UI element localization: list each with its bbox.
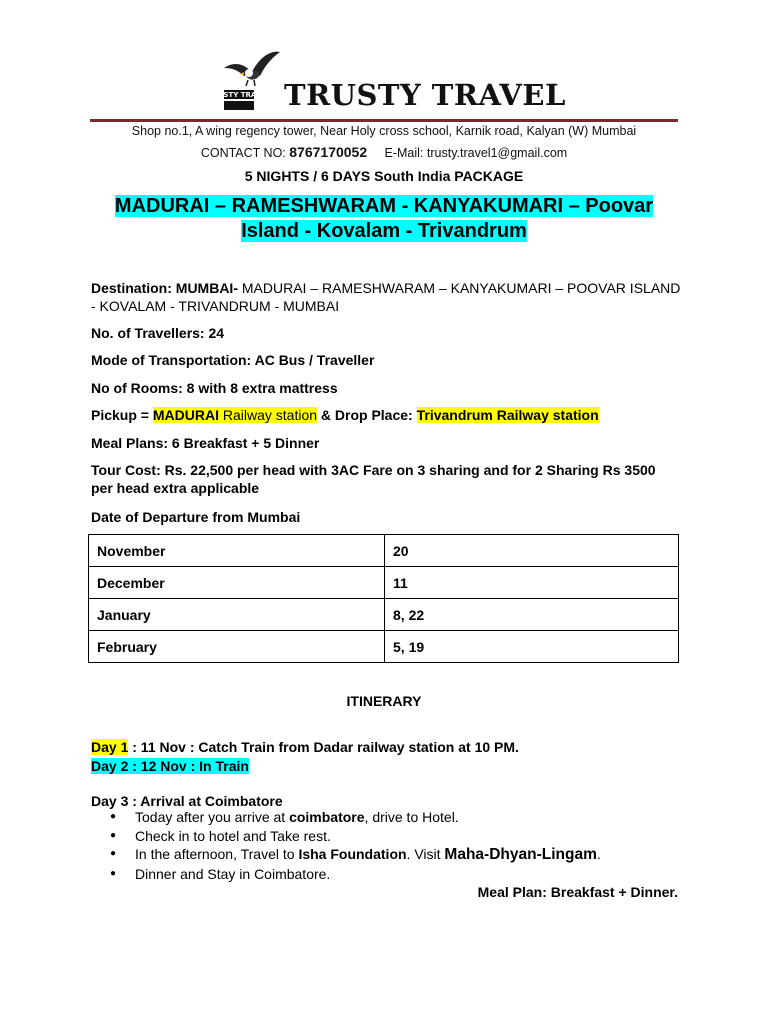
day3-activities [110, 808, 601, 883]
contact-label: CONTACT NO: [200, 146, 286, 160]
tour-title [0, 194, 768, 244]
table-row [89, 567, 679, 599]
day2-line [91, 757, 681, 775]
b3-post: . [596, 846, 601, 862]
b3-bold: Isha Foundation [298, 846, 407, 862]
dates-cell: 11 [385, 567, 679, 599]
b1-post: , drive to Hotel. [364, 809, 459, 825]
destination-start: MUMBAI- [175, 280, 238, 296]
dates-cell: 5, 19 [385, 631, 679, 663]
day1-label: Day 1 [91, 739, 129, 755]
tour-title-line1: MADURAI – RAMESHWARAM - KANYAKUMARI – Poovar [114, 195, 654, 217]
b3-mid: . Visit [406, 846, 445, 862]
pickup-drop-line [91, 406, 681, 424]
contact-number: 8767170052 [289, 144, 368, 160]
b3-text: In the afternoon, Travel to [135, 846, 299, 862]
month-cell: January [89, 599, 385, 631]
transport-line: Mode of Transportation: AC Bus / Traveller [91, 352, 375, 368]
month-cell: November [89, 535, 385, 567]
destination-line [91, 279, 681, 315]
drop-place: Trivandrum Railway station [416, 407, 599, 423]
day2-text: Day 2 : 12 Nov : In Train [91, 758, 249, 774]
table-row [89, 535, 679, 567]
dates-cell: 20 [385, 535, 679, 567]
pickup-city [153, 407, 317, 423]
departure-dates-table [88, 534, 679, 663]
day1-line [91, 738, 681, 756]
month-cell: February [89, 631, 385, 663]
table-row [89, 599, 679, 631]
dates-cell: 8, 22 [385, 599, 679, 631]
eagle-logo-icon [207, 46, 282, 112]
day3-line: Day 3 : Arrival at Coimbatore [91, 793, 283, 809]
list-item: ● Dinner and Stay in Coimbatore. [110, 865, 601, 884]
b1-bold: coimbatore [289, 809, 365, 825]
travellers-line: No. of Travellers: 24 [91, 325, 225, 341]
b1-text: Today after you arrive at [135, 809, 290, 825]
list-item: ● Check in to hotel and Take rest. [110, 827, 601, 846]
tour-title-line2: Island - Kovalam - Trivandrum [241, 220, 527, 242]
pickup-label: Pickup = [91, 407, 153, 423]
address: Shop no.1, A wing regency tower, Near Holy cross school, Karnik road, Kalyan (W) Mumbai [131, 124, 637, 138]
list-item [110, 808, 601, 827]
rooms-line: No of Rooms: 8 with 8 extra mattress [91, 380, 338, 396]
tour-cost-line: Tour Cost: Rs. 22,500 per head with 3AC Fare on 3 sharing and for 2 Sharing Rs 3500 per head extra applicable [91, 462, 656, 496]
letterhead [0, 40, 768, 120]
header-divider [90, 119, 678, 122]
meal-plans-line: Meal Plans: 6 Breakfast + 5 Dinner [91, 435, 320, 451]
departure-label: Date of Departure from Mumbai [91, 509, 301, 525]
itinerary-heading: ITINERARY [346, 693, 422, 709]
meal-plan-note: Meal Plan: Breakfast + Dinner. [477, 884, 678, 900]
logo-text-trusty: TRUSTY TRAVEL [207, 91, 271, 99]
destination-route: MADURAI – RAMESHWARAM – KANYAKUMARI – POOVAR ISLAND - KOVALAM - TRIVANDRUM - MUMBAI [91, 280, 681, 314]
destination-label: Destination: [91, 280, 172, 296]
day1-text: : 11 Nov : Catch Train from Dadar railway station at 10 PM. [128, 739, 519, 755]
contact-line [0, 144, 768, 160]
list-item [110, 845, 601, 865]
table-row [89, 631, 679, 663]
pickup-city-text: MADURAI [152, 407, 219, 423]
pickup-place: Railway station [218, 407, 318, 423]
package-heading: 5 NIGHTS / 6 DAYS South India PACKAGE [244, 168, 524, 184]
b3-big: Maha-Dhyan-Lingam [444, 846, 597, 863]
brand-name: TRUSTY TRAVEL [284, 78, 566, 112]
month-cell: December [89, 567, 385, 599]
email-label: E-Mail: [384, 146, 424, 160]
drop-label: & Drop Place: [317, 407, 417, 423]
email-address: trusty.travel1@gmail.com [426, 146, 568, 160]
